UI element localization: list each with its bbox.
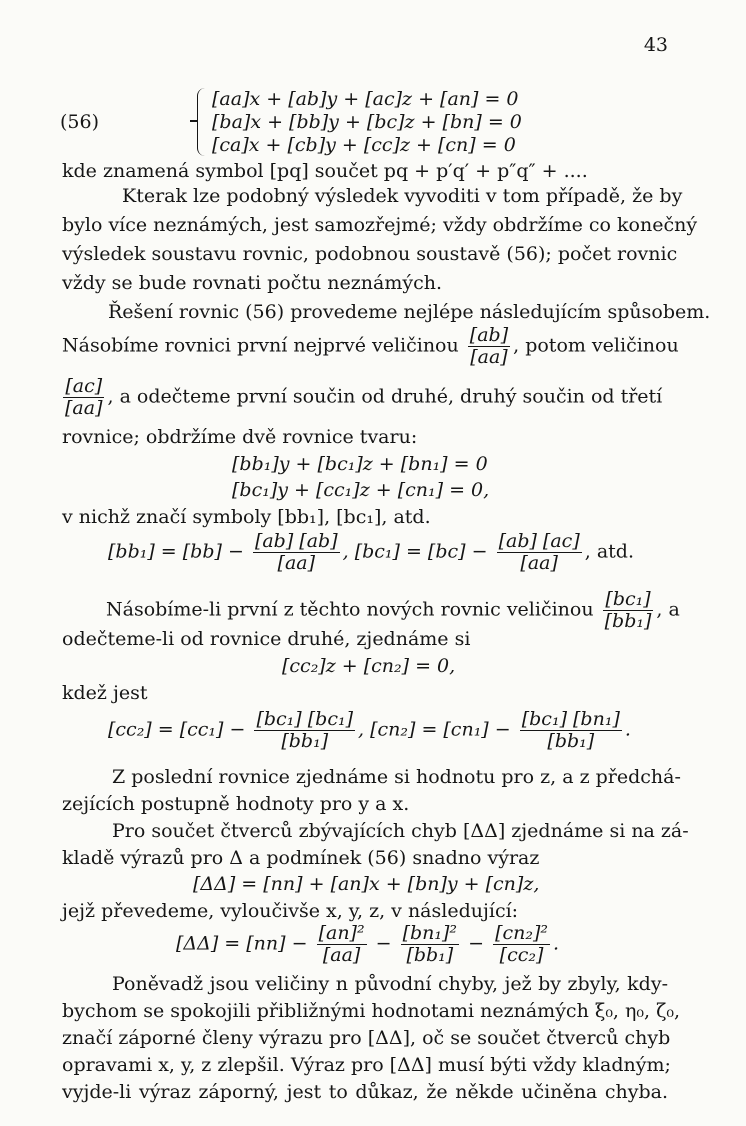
equation-part: [bb₁] = [bb] − — [108, 540, 244, 563]
paragraph-line: Z poslední rovnice zjednáme si hodnotu pro z, a z předchá- — [112, 766, 681, 788]
paragraph-line-with-fraction — [60, 377, 662, 418]
fraction-denominator: [aa] — [520, 552, 558, 574]
paragraph-line: rovnice; obdržíme dvě rovnice tvaru: — [62, 426, 418, 448]
paragraph-line: vždy se bude rovnati počtu neznámých. — [62, 272, 443, 294]
paragraph-line: bylo více neznámých, jest samozřejmé; vždy obdržíme co konečný — [62, 214, 698, 236]
fraction-denominator: [bb₁] — [604, 610, 652, 632]
paragraph-line: výsledek soustavu rovnic, podobnou soustavě (56); počet rovnic — [62, 243, 678, 265]
fraction-denominator: [aa] — [470, 346, 508, 368]
fraction — [520, 710, 622, 751]
fraction-denominator: [aa] — [322, 944, 361, 966]
fraction — [603, 590, 654, 631]
fraction — [497, 532, 582, 573]
fraction — [317, 924, 367, 965]
paragraph-line: Řešení rovnic (56) provedeme nejlépe následujícím spůsobem. — [108, 301, 711, 323]
equation-part: [ΔΔ] = [nn] − — [176, 932, 308, 955]
equation-part: , [bc₁] = [bc] − — [342, 540, 488, 563]
fraction — [468, 326, 510, 367]
fraction-denominator: [aa] — [277, 552, 316, 574]
paragraph-line: v nichž značí symboly [bb₁], [bc₁], atd. — [62, 506, 431, 528]
paragraph-line-with-fraction — [62, 326, 679, 367]
text-fragment: , a odečteme první součin od druhé, druhý součin od třetí — [107, 385, 663, 408]
equation-sum-squares: [ΔΔ] = [nn] + [an]x + [bn]y + [cn]z, — [193, 873, 540, 895]
equation-coefficients-1 — [108, 532, 634, 573]
equation-part: . — [624, 718, 631, 741]
paragraph-line: jejž převedeme, vyloučivše x, y, z, v následující: — [62, 900, 519, 922]
paragraph-line: vyjde-li výraz záporný, jest to důkaz, že někde učiněna chyba. — [62, 1081, 668, 1103]
text-fragment: Násobíme-li první z těchto nových rovnic veličinou — [106, 598, 594, 621]
text-symbol-definition: kde znamená symbol [pq] součet pq + p′q′ + p″q″ + .... — [62, 160, 588, 182]
equation-part: , [cn₂] = [cn₁] − — [358, 718, 511, 741]
fraction-numerator: [ab] [ac] — [498, 530, 580, 552]
fraction-denominator: [bb₁] — [547, 730, 595, 752]
paragraph-line: kladě výrazů pro Δ a podmínek (56) snadno výraz — [62, 847, 540, 869]
page-number: 43 — [643, 34, 668, 56]
text-fragment: , a — [656, 598, 680, 621]
fraction-denominator: [cc₂] — [499, 944, 544, 966]
fraction — [253, 532, 340, 573]
text-fragment: , potom veličinou — [513, 334, 679, 357]
fraction — [401, 924, 459, 965]
fraction — [493, 924, 550, 965]
fraction-numerator: [ab] — [469, 324, 509, 346]
paragraph-line: odečteme-li od rovnice druhé, zjednáme si — [62, 628, 471, 650]
equation-reduced-1: [bb₁]y + [bc₁]z + [bn₁] = 0 — [232, 453, 488, 475]
fraction-numerator: [bc₁] [bn₁] — [521, 708, 620, 730]
paragraph-line: Kterak lze podobný výsledek vyvoditi v tom případě, že by — [122, 185, 683, 207]
fraction-numerator: [bn₁]² — [402, 922, 458, 944]
fraction-numerator: [cn₂]² — [495, 922, 548, 944]
fraction-numerator: [ac] — [63, 377, 104, 398]
equation-brace — [197, 88, 208, 156]
equation-56-line-2: [ba]x + [bb]y + [bc]z + [bn] = 0 — [212, 111, 522, 133]
fraction — [63, 377, 104, 418]
paragraph-line: zejících postupně hodnoty pro y a x. — [62, 793, 410, 815]
paragraph-line: bychom se spokojili přibližnými hodnotami neznámých ξ₀, η₀, ζ₀, — [62, 1000, 681, 1022]
equation-part: [cc₂] = [cc₁] − — [108, 718, 246, 741]
fraction — [254, 710, 355, 751]
paragraph-line: Poněvadž jsou veličiny n původní chyby, jež by zbyly, kdy- — [112, 973, 668, 995]
fraction-numerator: [bc₁] — [603, 590, 654, 611]
paragraph-line: Pro součet čtverců zbývajících chyb [ΔΔ] zjednáme si na zá- — [112, 820, 689, 842]
paragraph-line-with-fraction — [106, 590, 680, 631]
equation-56-line-3: [ca]x + [cb]y + [cc]z + [cn] = 0 — [212, 134, 516, 156]
equation-coefficients-2 — [108, 710, 631, 751]
paragraph-line: opravami x, y, z zlepšil. Výraz pro [ΔΔ] musí býti vždy kladným; — [62, 1054, 671, 1076]
fraction-numerator: [bc₁] [bc₁] — [256, 708, 353, 730]
paragraph-line: značí záporné členy výrazu pro [ΔΔ], oč se součet čtverců chyb — [62, 1027, 671, 1049]
equation-56-line-1: [aa]x + [ab]y + [ac]z + [an] = 0 — [212, 88, 519, 110]
equation-label-56: (56) — [60, 111, 100, 133]
equation-reduced-2: [bc₁]y + [cc₁]z + [cn₁] = 0, — [232, 479, 490, 501]
fraction-numerator: [ab] [ab] — [254, 530, 338, 552]
fraction-denominator: [bb₁] — [281, 730, 329, 752]
equation-part: , atd. — [584, 540, 634, 563]
fraction-denominator: [bb₁] — [406, 944, 454, 966]
paragraph-line: kdež jest — [62, 682, 148, 704]
text-fragment: Násobíme rovnici první nejprvé veličinou — [62, 334, 459, 357]
equation-sum-squares-reduced: [ΔΔ] = [nn] − $\frac{\text{[an]²}}{[aa]}$ − $\frac{\text{[bn₁]²}}{\text{[bb₁]}}$ − $\frac{\text{[cn₂]²}}{\text{[cc₂]}}$ . — [176, 922, 560, 966]
fraction-denominator: [aa] — [65, 397, 103, 419]
equation-reduced-3: [cc₂]z + [cn₂] = 0, — [282, 655, 456, 677]
fraction-numerator: [an]² — [318, 922, 365, 944]
